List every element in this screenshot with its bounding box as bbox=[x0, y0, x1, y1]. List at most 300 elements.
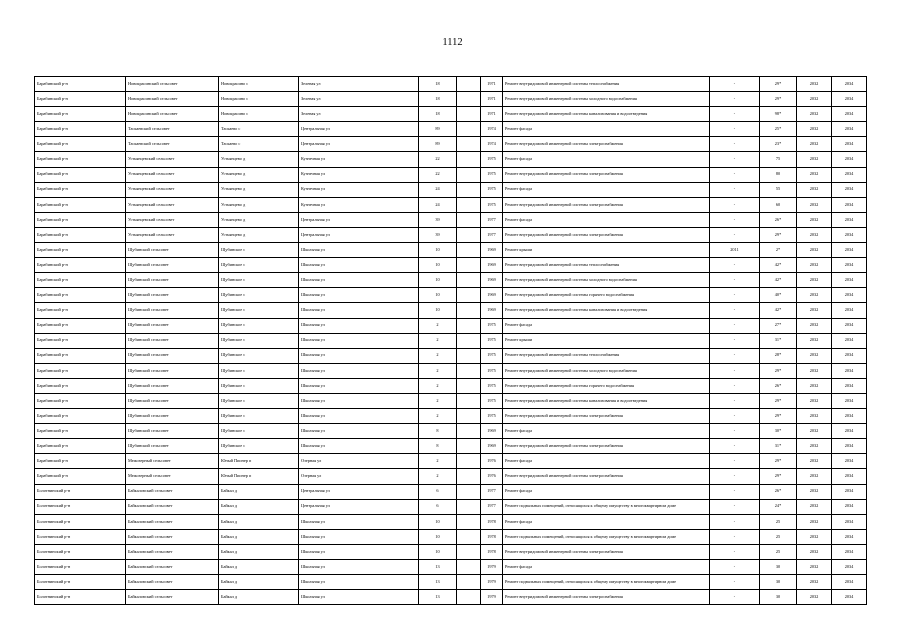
cell-year-built: 1976 bbox=[481, 469, 503, 484]
cell-building bbox=[457, 560, 481, 575]
table-row bbox=[35, 122, 867, 137]
cell-house-number: 2 bbox=[419, 454, 457, 469]
cell-district: Барабинский р-н bbox=[35, 424, 126, 439]
table-row bbox=[35, 529, 867, 544]
cell-building bbox=[457, 378, 481, 393]
cell-period-start: 2032 bbox=[797, 514, 832, 529]
cell-street: Школьная ул bbox=[299, 393, 419, 408]
cell-district: Барабинский р-н bbox=[35, 348, 126, 363]
cell-period-end: 2034 bbox=[832, 122, 867, 137]
cell-work-type: Ремонт внутридомовой инженерной системы теплоснабжения bbox=[503, 77, 710, 92]
cell-municipality: Щубинский сельсовет bbox=[126, 409, 219, 424]
table-row bbox=[35, 137, 867, 152]
cell-street: Школьная ул bbox=[299, 303, 419, 318]
cell-locality: Щубинское с bbox=[219, 409, 299, 424]
cell-building bbox=[457, 258, 481, 273]
cell-house-number: 89 bbox=[419, 137, 457, 152]
cell-wear-percent: 30 bbox=[760, 560, 797, 575]
cell-district: Барабинский р-н bbox=[35, 409, 126, 424]
cell-building bbox=[457, 333, 481, 348]
cell-municipality: Байкаловский сельсовет bbox=[126, 529, 219, 544]
cell-municipality: Щубинский сельсовет bbox=[126, 258, 219, 273]
cell-street: Школьная ул bbox=[299, 258, 419, 273]
cell-period-start: 2032 bbox=[797, 227, 832, 242]
cell-last-repair-year: - bbox=[710, 273, 760, 288]
cell-period-start: 2032 bbox=[797, 288, 832, 303]
cell-municipality: Щубинский сельсовет bbox=[126, 424, 219, 439]
cell-building bbox=[457, 424, 481, 439]
cell-wear-percent: 29* bbox=[760, 77, 797, 92]
cell-street: Центральная ул bbox=[299, 227, 419, 242]
cell-period-start: 2032 bbox=[797, 393, 832, 408]
cell-year-built: 1975 bbox=[481, 152, 503, 167]
cell-period-end: 2034 bbox=[832, 499, 867, 514]
cell-year-built: 1979 bbox=[481, 590, 503, 605]
cell-district: Болотнинский р-н bbox=[35, 484, 126, 499]
cell-last-repair-year: - bbox=[710, 197, 760, 212]
cell-period-end: 2034 bbox=[832, 363, 867, 378]
cell-wear-percent: 29* bbox=[760, 409, 797, 424]
cell-locality: Щубинское с bbox=[219, 378, 299, 393]
cell-work-type: Ремонт внутридомовой инженерной системы электроснабжения bbox=[503, 469, 710, 484]
cell-house-number: 10 bbox=[419, 258, 457, 273]
cell-municipality: Байкаловский сельсовет bbox=[126, 514, 219, 529]
cell-house-number: 10 bbox=[419, 544, 457, 559]
cell-district: Барабинский р-н bbox=[35, 152, 126, 167]
cell-period-end: 2034 bbox=[832, 469, 867, 484]
cell-period-start: 2032 bbox=[797, 529, 832, 544]
cell-street: Центральная ул bbox=[299, 212, 419, 227]
cell-locality: Устьянцево д bbox=[219, 167, 299, 182]
cell-work-type: Ремонт подвальных помещений, относящихся к общему имуществу в многоквартирном доме bbox=[503, 575, 710, 590]
cell-locality: Байкал д bbox=[219, 499, 299, 514]
cell-year-built: 1978 bbox=[481, 514, 503, 529]
cell-municipality: Байкаловский сельсовет bbox=[126, 560, 219, 575]
cell-year-built: 1975 bbox=[481, 182, 503, 197]
cell-work-type: Ремонт внутридомовой инженерной системы канализования и водоотведения bbox=[503, 393, 710, 408]
cell-last-repair-year: - bbox=[710, 303, 760, 318]
cell-year-built: 1969 bbox=[481, 273, 503, 288]
cell-last-repair-year: - bbox=[710, 182, 760, 197]
cell-work-type: Ремонт внутридомовой инженерной системы холодного водоснабжения bbox=[503, 273, 710, 288]
cell-locality: Байкал д bbox=[219, 514, 299, 529]
cell-house-number: 39 bbox=[419, 212, 457, 227]
cell-period-start: 2032 bbox=[797, 122, 832, 137]
table-row bbox=[35, 514, 867, 529]
cell-street: Школьная ул bbox=[299, 273, 419, 288]
cell-period-end: 2034 bbox=[832, 393, 867, 408]
table-row bbox=[35, 560, 867, 575]
cell-house-number: 10 bbox=[419, 288, 457, 303]
cell-district: Барабинский р-н bbox=[35, 303, 126, 318]
table-row bbox=[35, 469, 867, 484]
cell-work-type: Ремонт фасада bbox=[503, 514, 710, 529]
table-row bbox=[35, 393, 867, 408]
cell-building bbox=[457, 273, 481, 288]
cell-period-start: 2032 bbox=[797, 107, 832, 122]
cell-last-repair-year: - bbox=[710, 560, 760, 575]
cell-locality: Байкал д bbox=[219, 484, 299, 499]
cell-municipality: Байкаловский сельсовет bbox=[126, 544, 219, 559]
cell-street: Школьная ул bbox=[299, 544, 419, 559]
cell-period-end: 2034 bbox=[832, 544, 867, 559]
cell-work-type: Ремонт внутридомовой инженерной системы канализования и водоотведения bbox=[503, 303, 710, 318]
cell-district: Барабинский р-н bbox=[35, 454, 126, 469]
cell-building bbox=[457, 529, 481, 544]
cell-wear-percent: 24* bbox=[760, 499, 797, 514]
cell-street: Озерная ул bbox=[299, 454, 419, 469]
cell-house-number: 10 bbox=[419, 303, 457, 318]
cell-wear-percent: 29* bbox=[760, 363, 797, 378]
cell-wear-percent: 42* bbox=[760, 258, 797, 273]
cell-period-end: 2034 bbox=[832, 590, 867, 605]
cell-year-built: 1974 bbox=[481, 137, 503, 152]
cell-building bbox=[457, 499, 481, 514]
cell-district: Барабинский р-н bbox=[35, 107, 126, 122]
cell-period-start: 2032 bbox=[797, 137, 832, 152]
cell-house-number: 2 bbox=[419, 348, 457, 363]
cell-period-end: 2034 bbox=[832, 258, 867, 273]
table-row bbox=[35, 439, 867, 454]
cell-last-repair-year: - bbox=[710, 484, 760, 499]
cell-wear-percent: 31* bbox=[760, 439, 797, 454]
cell-district: Барабинский р-н bbox=[35, 393, 126, 408]
cell-district: Барабинский р-н bbox=[35, 288, 126, 303]
cell-district: Барабинский р-н bbox=[35, 439, 126, 454]
cell-wear-percent: 27* bbox=[760, 318, 797, 333]
cell-year-built: 1978 bbox=[481, 544, 503, 559]
cell-last-repair-year: - bbox=[710, 137, 760, 152]
cell-period-start: 2032 bbox=[797, 77, 832, 92]
cell-last-repair-year: - bbox=[710, 227, 760, 242]
cell-house-number: 8 bbox=[419, 439, 457, 454]
page-number: 1112 bbox=[442, 37, 463, 48]
cell-year-built: 1977 bbox=[481, 212, 503, 227]
cell-house-number: 10 bbox=[419, 273, 457, 288]
cell-period-end: 2034 bbox=[832, 378, 867, 393]
cell-district: Барабинский р-н bbox=[35, 227, 126, 242]
cell-municipality: Щубинский сельсовет bbox=[126, 318, 219, 333]
cell-period-end: 2034 bbox=[832, 575, 867, 590]
cell-building bbox=[457, 454, 481, 469]
cell-wear-percent: 42* bbox=[760, 273, 797, 288]
cell-locality: Новокрасино с bbox=[219, 107, 299, 122]
table-row bbox=[35, 273, 867, 288]
table-row bbox=[35, 499, 867, 514]
cell-last-repair-year: - bbox=[710, 107, 760, 122]
cell-district: Барабинский р-н bbox=[35, 243, 126, 258]
cell-work-type: Ремонт фасада bbox=[503, 212, 710, 227]
cell-district: Болотнинский р-н bbox=[35, 499, 126, 514]
cell-period-start: 2032 bbox=[797, 243, 832, 258]
cell-locality: Щубинское с bbox=[219, 439, 299, 454]
cell-period-end: 2034 bbox=[832, 348, 867, 363]
cell-period-start: 2032 bbox=[797, 212, 832, 227]
cell-year-built: 1971 bbox=[481, 77, 503, 92]
cell-last-repair-year: - bbox=[710, 212, 760, 227]
cell-locality: Новокрасино с bbox=[219, 92, 299, 107]
table-row bbox=[35, 182, 867, 197]
cell-locality: Щубинское с bbox=[219, 303, 299, 318]
cell-period-end: 2034 bbox=[832, 484, 867, 499]
cell-wear-percent: 25 bbox=[760, 529, 797, 544]
cell-period-end: 2034 bbox=[832, 333, 867, 348]
cell-municipality: Байкаловский сельсовет bbox=[126, 499, 219, 514]
cell-last-repair-year: - bbox=[710, 393, 760, 408]
cell-wear-percent: 31* bbox=[760, 333, 797, 348]
cell-municipality: Устьянцевский сельсовет bbox=[126, 197, 219, 212]
cell-building bbox=[457, 409, 481, 424]
cell-building bbox=[457, 439, 481, 454]
cell-district: Барабинский р-н bbox=[35, 182, 126, 197]
cell-building bbox=[457, 484, 481, 499]
cell-building bbox=[457, 303, 481, 318]
cell-year-built: 1977 bbox=[481, 227, 503, 242]
cell-house-number: 10 bbox=[419, 243, 457, 258]
cell-locality: Щубинское с bbox=[219, 363, 299, 378]
cell-last-repair-year: - bbox=[710, 424, 760, 439]
cell-period-end: 2034 bbox=[832, 227, 867, 242]
cell-house-number: 18 bbox=[419, 92, 457, 107]
cell-street: Зеленая ул bbox=[299, 77, 419, 92]
cell-period-start: 2032 bbox=[797, 333, 832, 348]
cell-municipality: Устьянцевский сельсовет bbox=[126, 167, 219, 182]
cell-work-type: Ремонт внутридомовой инженерной системы электроснабжения bbox=[503, 439, 710, 454]
cell-building bbox=[457, 288, 481, 303]
cell-last-repair-year: - bbox=[710, 167, 760, 182]
cell-last-repair-year: - bbox=[710, 333, 760, 348]
cell-municipality: Щубинский сельсовет bbox=[126, 348, 219, 363]
cell-work-type: Ремонт фасада bbox=[503, 152, 710, 167]
cell-work-type: Ремонт фасада bbox=[503, 122, 710, 137]
cell-street: Школьная ул bbox=[299, 333, 419, 348]
cell-period-end: 2034 bbox=[832, 152, 867, 167]
cell-wear-percent: 29* bbox=[760, 454, 797, 469]
cell-district: Барабинский р-н bbox=[35, 273, 126, 288]
cell-street: Школьная ул bbox=[299, 348, 419, 363]
cell-last-repair-year: - bbox=[710, 152, 760, 167]
cell-district: Барабинский р-н bbox=[35, 92, 126, 107]
cell-work-type: Ремонт подвальных помещений, относящихся к общему имуществу в многоквартирном доме bbox=[503, 499, 710, 514]
cell-locality: Устьянцево д bbox=[219, 152, 299, 167]
cell-building bbox=[457, 212, 481, 227]
cell-municipality: Щубинский сельсовет bbox=[126, 393, 219, 408]
cell-street: Зеленая ул bbox=[299, 92, 419, 107]
cell-work-type: Ремонт подвальных помещений, относящихся к общему имуществу в многоквартирном доме bbox=[503, 529, 710, 544]
cell-street: Школьная ул bbox=[299, 243, 419, 258]
cell-district: Барабинский р-н bbox=[35, 77, 126, 92]
cell-period-end: 2034 bbox=[832, 288, 867, 303]
cell-municipality: Устьянцевский сельсовет bbox=[126, 152, 219, 167]
cell-locality: Байкал д bbox=[219, 529, 299, 544]
cell-work-type: Ремонт крыши bbox=[503, 333, 710, 348]
cell-last-repair-year: - bbox=[710, 318, 760, 333]
cell-building bbox=[457, 92, 481, 107]
cell-period-start: 2032 bbox=[797, 454, 832, 469]
cell-building bbox=[457, 393, 481, 408]
cell-last-repair-year: - bbox=[710, 122, 760, 137]
cell-wear-percent: 60 bbox=[760, 197, 797, 212]
cell-house-number: 8 bbox=[419, 424, 457, 439]
cell-period-end: 2034 bbox=[832, 212, 867, 227]
cell-wear-percent: 26* bbox=[760, 484, 797, 499]
cell-period-end: 2034 bbox=[832, 424, 867, 439]
cell-house-number: 89 bbox=[419, 122, 457, 137]
cell-year-built: 1969 bbox=[481, 424, 503, 439]
cell-locality: Устьянцево д bbox=[219, 182, 299, 197]
cell-municipality: Щубинский сельсовет bbox=[126, 333, 219, 348]
table-row bbox=[35, 227, 867, 242]
cell-year-built: 1975 bbox=[481, 409, 503, 424]
table-row bbox=[35, 258, 867, 273]
cell-locality: Щубинское с bbox=[219, 424, 299, 439]
cell-building bbox=[457, 514, 481, 529]
cell-last-repair-year: 2011 bbox=[710, 243, 760, 258]
cell-last-repair-year: - bbox=[710, 378, 760, 393]
cell-wear-percent: 26* bbox=[760, 212, 797, 227]
cell-house-number: 13 bbox=[419, 560, 457, 575]
cell-work-type: Ремонт внутридомовой инженерной системы электроснабжения bbox=[503, 409, 710, 424]
table-row bbox=[35, 167, 867, 182]
cell-period-start: 2032 bbox=[797, 469, 832, 484]
cell-year-built: 1969 bbox=[481, 288, 503, 303]
table-row bbox=[35, 454, 867, 469]
cell-locality: Устьянцево д bbox=[219, 227, 299, 242]
cell-period-end: 2034 bbox=[832, 243, 867, 258]
cell-work-type: Ремонт внутридомовой инженерной системы теплоснабжения bbox=[503, 348, 710, 363]
cell-period-end: 2034 bbox=[832, 439, 867, 454]
cell-building bbox=[457, 197, 481, 212]
cell-district: Барабинский р-н bbox=[35, 137, 126, 152]
cell-period-start: 2032 bbox=[797, 197, 832, 212]
cell-house-number: 2 bbox=[419, 363, 457, 378]
table-row bbox=[35, 378, 867, 393]
table-row bbox=[35, 107, 867, 122]
cell-house-number: 13 bbox=[419, 590, 457, 605]
cell-municipality: Устьянцевский сельсовет bbox=[126, 212, 219, 227]
cell-wear-percent: 29* bbox=[760, 227, 797, 242]
cell-wear-percent: 42* bbox=[760, 303, 797, 318]
cell-street: Школьная ул bbox=[299, 575, 419, 590]
cell-work-type: Ремонт фасада bbox=[503, 182, 710, 197]
cell-district: Болотнинский р-н bbox=[35, 529, 126, 544]
cell-street: Школьная ул bbox=[299, 424, 419, 439]
cell-street: Школьная ул bbox=[299, 514, 419, 529]
cell-year-built: 1969 bbox=[481, 258, 503, 273]
cell-last-repair-year: - bbox=[710, 590, 760, 605]
cell-work-type: Ремонт внутридомовой инженерной системы электроснабжения bbox=[503, 590, 710, 605]
cell-house-number: 2 bbox=[419, 409, 457, 424]
cell-year-built: 1975 bbox=[481, 393, 503, 408]
cell-locality: Байкал д bbox=[219, 544, 299, 559]
table-row bbox=[35, 318, 867, 333]
cell-building bbox=[457, 363, 481, 378]
cell-year-built: 1979 bbox=[481, 560, 503, 575]
cell-period-start: 2032 bbox=[797, 318, 832, 333]
cell-year-built: 1977 bbox=[481, 484, 503, 499]
cell-locality: Таскаево с bbox=[219, 137, 299, 152]
cell-house-number: 22 bbox=[419, 152, 457, 167]
cell-last-repair-year: - bbox=[710, 469, 760, 484]
cell-year-built: 1974 bbox=[481, 122, 503, 137]
cell-municipality: Межозерный сельсовет bbox=[126, 454, 219, 469]
cell-district: Барабинский р-н bbox=[35, 333, 126, 348]
cell-wear-percent: 28* bbox=[760, 348, 797, 363]
cell-house-number: 2 bbox=[419, 393, 457, 408]
cell-locality: Устьянцево д bbox=[219, 197, 299, 212]
cell-wear-percent: 55 bbox=[760, 182, 797, 197]
cell-work-type: Ремонт фасада bbox=[503, 560, 710, 575]
table-row bbox=[35, 92, 867, 107]
cell-period-start: 2032 bbox=[797, 439, 832, 454]
cell-last-repair-year: - bbox=[710, 92, 760, 107]
cell-street: Зеленая ул bbox=[299, 107, 419, 122]
cell-wear-percent: 25* bbox=[760, 122, 797, 137]
cell-year-built: 1975 bbox=[481, 378, 503, 393]
cell-work-type: Ремонт фасада bbox=[503, 454, 710, 469]
cell-house-number: 18 bbox=[419, 107, 457, 122]
cell-year-built: 1971 bbox=[481, 92, 503, 107]
cell-building bbox=[457, 167, 481, 182]
cell-district: Болотнинский р-н bbox=[35, 575, 126, 590]
cell-municipality: Устьянцевский сельсовет bbox=[126, 182, 219, 197]
cell-street: Школьная ул bbox=[299, 560, 419, 575]
cell-period-end: 2034 bbox=[832, 92, 867, 107]
cell-street: Школьная ул bbox=[299, 439, 419, 454]
cell-street: Школьная ул bbox=[299, 288, 419, 303]
cell-period-end: 2034 bbox=[832, 197, 867, 212]
table-row bbox=[35, 288, 867, 303]
table-body bbox=[35, 77, 867, 605]
cell-wear-percent: 23* bbox=[760, 137, 797, 152]
cell-district: Барабинский р-н bbox=[35, 318, 126, 333]
cell-district: Барабинский р-н bbox=[35, 363, 126, 378]
cell-work-type: Ремонт крыши bbox=[503, 243, 710, 258]
cell-year-built: 1978 bbox=[481, 529, 503, 544]
cell-building bbox=[457, 182, 481, 197]
cell-period-end: 2034 bbox=[832, 182, 867, 197]
cell-locality: Щубинское с bbox=[219, 288, 299, 303]
cell-municipality: Таскаевский сельсовет bbox=[126, 122, 219, 137]
cell-last-repair-year: - bbox=[710, 77, 760, 92]
cell-district: Барабинский р-н bbox=[35, 167, 126, 182]
repair-register-table bbox=[34, 76, 867, 605]
cell-house-number: 10 bbox=[419, 514, 457, 529]
cell-locality: Щубинское с bbox=[219, 318, 299, 333]
cell-locality: Юный Пионер п bbox=[219, 454, 299, 469]
cell-wear-percent: 30* bbox=[760, 424, 797, 439]
cell-last-repair-year: - bbox=[710, 409, 760, 424]
cell-street: Кузнечная ул bbox=[299, 182, 419, 197]
cell-municipality: Устьянцевский сельсовет bbox=[126, 227, 219, 242]
cell-locality: Байкал д bbox=[219, 560, 299, 575]
cell-municipality: Байкаловский сельсовет bbox=[126, 590, 219, 605]
cell-year-built: 1975 bbox=[481, 363, 503, 378]
cell-year-built: 1971 bbox=[481, 107, 503, 122]
table-row bbox=[35, 152, 867, 167]
cell-work-type: Ремонт внутридомовой инженерной системы холодного водоснабжения bbox=[503, 92, 710, 107]
cell-street: Школьная ул bbox=[299, 363, 419, 378]
cell-period-end: 2034 bbox=[832, 107, 867, 122]
cell-work-type: Ремонт внутридомовой инженерной системы теплоснабжения bbox=[503, 258, 710, 273]
cell-locality: Таскаево с bbox=[219, 122, 299, 137]
cell-street: Школьная ул bbox=[299, 590, 419, 605]
cell-building bbox=[457, 152, 481, 167]
cell-house-number: 39 bbox=[419, 227, 457, 242]
cell-year-built: 1969 bbox=[481, 439, 503, 454]
cell-municipality: Байкаловский сельсовет bbox=[126, 484, 219, 499]
cell-period-end: 2034 bbox=[832, 454, 867, 469]
